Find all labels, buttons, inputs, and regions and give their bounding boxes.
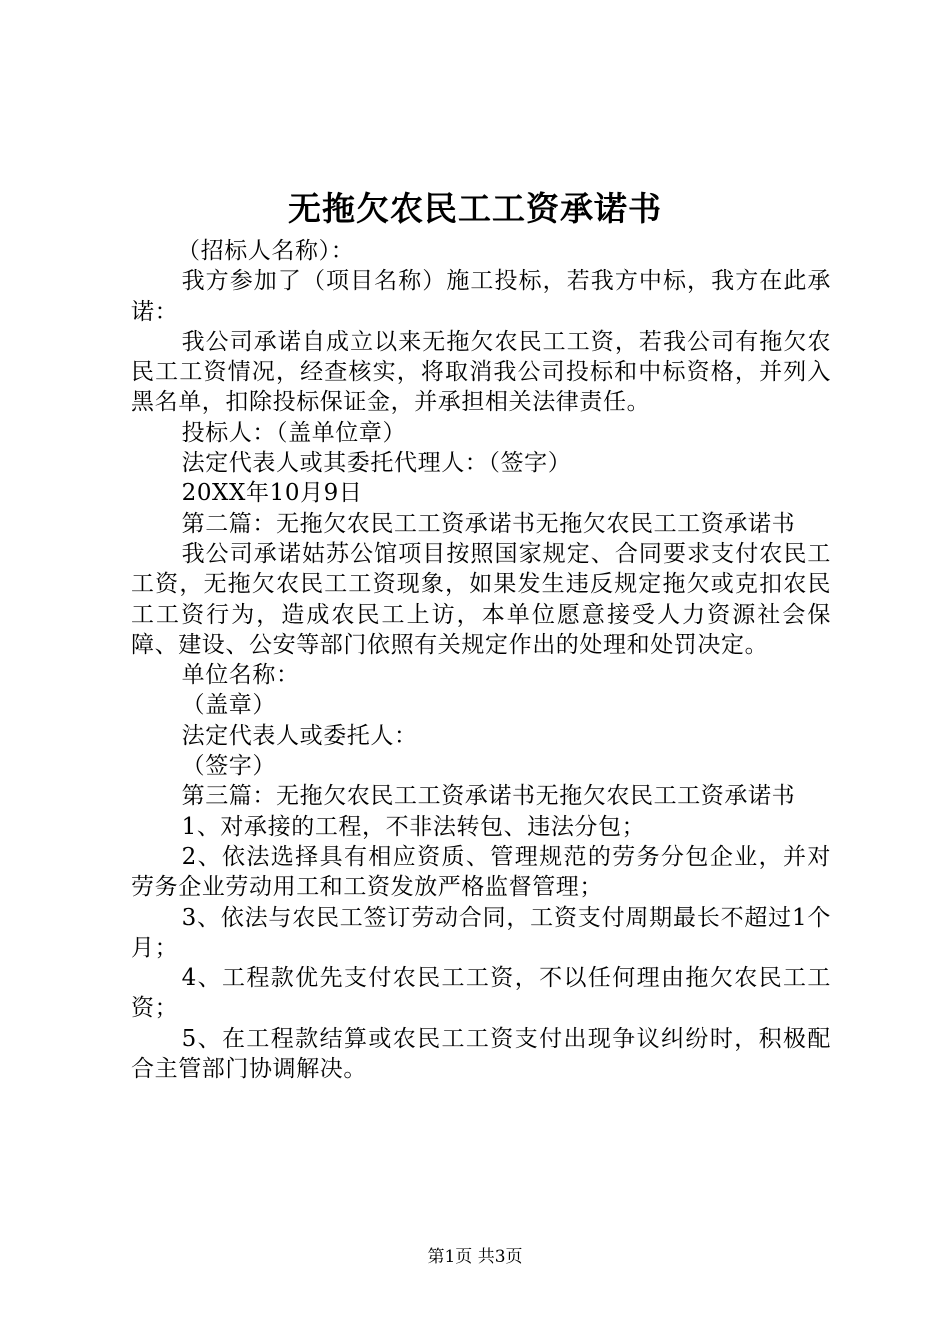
list-item: 3、依法与农民工签订劳动合同，工资支付周期最长不超过1个月； (131, 904, 831, 961)
body-paragraph: 我公司承诺自成立以来无拖欠农民工工资，若我公司有拖欠农民工工资情况，经查核实，将取消我公司投标和中标资格，并列入黑名单，扣除投标保证金，并承担相关法律责任。 (131, 328, 831, 416)
section-heading: 第二篇：无拖欠农民工工资承诺书无拖欠农民工工资承诺书 (181, 510, 796, 537)
date-line: 20XX年10月9日 (181, 480, 363, 507)
signature-line: （盖章） (181, 692, 276, 719)
body-paragraph: 我公司承诺姑苏公馆项目按照国家规定、合同要求支付农民工工资，无拖欠农民工工资现象，如果发生违反规定拖欠或克扣农民工工资行为，造成农民工上访，本单位愿意接受人力资源社会保障、建设、公安等部门依照有关规定作出的处理和处罚决定。 (131, 540, 831, 658)
page-number-footer: 第1页 共3页 (427, 1247, 523, 1267)
addressee-line: （招标人名称）： (177, 238, 355, 264)
signature-line: （签字） (181, 753, 276, 780)
list-item: 4、工程款优先支付农民工工资，不以任何理由拖欠农民工工资； (131, 965, 831, 1022)
signature-line: 法定代表人或其委托代理人：（签字） (181, 450, 572, 477)
list-item: 1、对承接的工程，不非法转包、违法分包； (181, 813, 646, 840)
document-title: 无拖欠农民工工资承诺书 (288, 189, 662, 228)
list-item: 2、依法选择具有相应资质、管理规范的劳务分包企业，并对劳务企业劳动用工和工资发放严格监督管理； (131, 843, 831, 901)
signature-line: 单位名称： (181, 662, 300, 689)
document-body (131, 236, 831, 1084)
list-item: 5、在工程款结算或农民工工资支付出现争议纠纷时，积极配合主管部门协调解决。 (131, 1025, 831, 1083)
signature-line: 法定代表人或委托人： (181, 722, 418, 749)
signature-line: 投标人：（盖单位章） (181, 419, 407, 446)
body-paragraph: 我方参加了（项目名称）施工投标，若我方中标，我方在此承诺： (131, 268, 831, 325)
section-heading: 第三篇：无拖欠农民工工资承诺书无拖欠农民工工资承诺书 (181, 783, 796, 810)
